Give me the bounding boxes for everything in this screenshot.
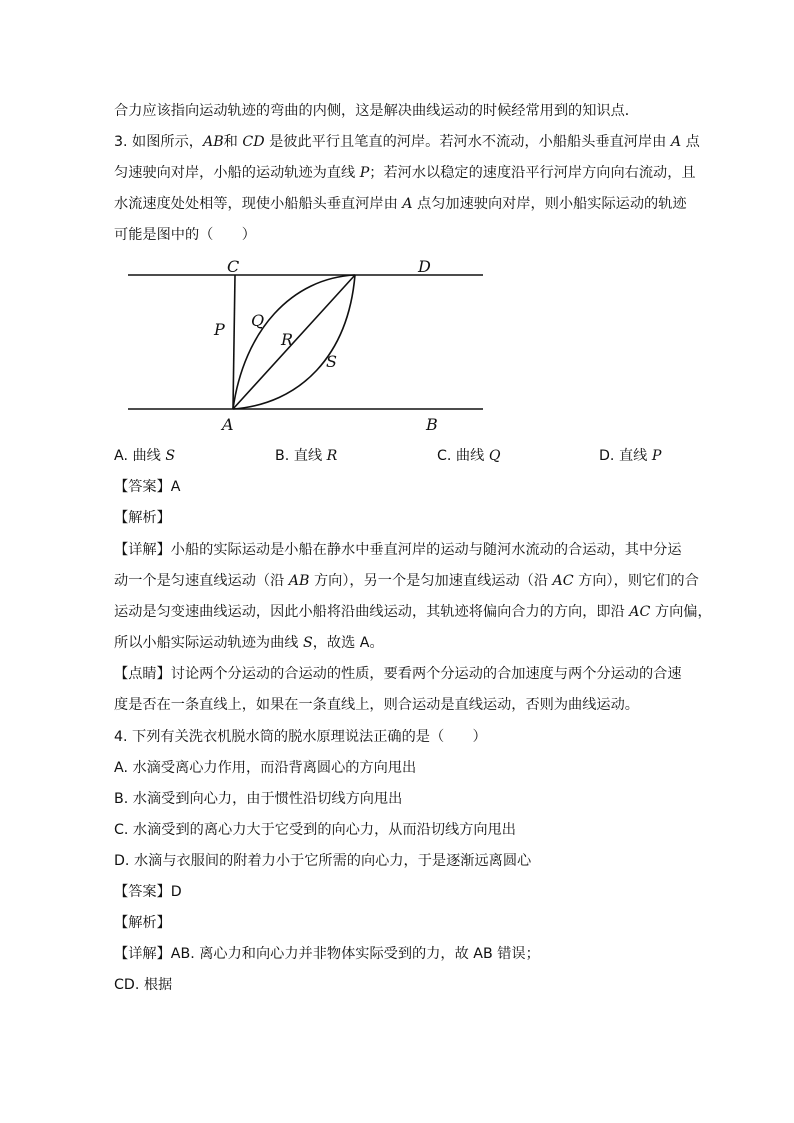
q4-stem: 4. 下列有关洗衣机脱水筒的脱水原理说法正确的是（ ） — [114, 729, 487, 745]
q4-option-c: C. 水滴受到的离心力大于它受到的向心力，从而沿切线方向甩出 — [114, 822, 516, 838]
q3-detail-line-3: 运动是匀变速曲线运动，因此小船将沿曲线运动，其轨迹将偏向合力的方向，即沿 AC 方向偏， — [114, 604, 712, 620]
label-d: D — [418, 257, 431, 276]
label-s: S — [326, 352, 337, 371]
q3-stem-line-3: 水流速度处处相等，现使小船船头垂直河岸由 A 点匀加速驶向对岸，则小船实际运动的轨迹 — [114, 196, 687, 212]
q3-tip-line-2: 度是否在一条直线上，如果在一条直线上，则合运动是直线运动，否则为曲线运动。 — [114, 697, 639, 713]
q4-detail-line-1: 【详解】AB. 离心力和向心力并非物体实际受到的力，故 AB 错误； — [114, 946, 540, 962]
q4-option-d: D. 水滴与衣服间的附着力小于它所需的向心力，于是逐渐远离圆心 — [114, 853, 532, 869]
label-q: Q — [251, 311, 265, 330]
q3-answer: 【答案】A — [114, 479, 181, 495]
q3-stem-line-4: 可能是图中的（ ） — [114, 227, 256, 243]
label-b: B — [426, 415, 438, 434]
label-c: C — [227, 257, 240, 276]
q3-option-c: C. 曲线 Q — [437, 448, 501, 464]
label-p: P — [214, 320, 225, 339]
q3-detail-line-4: 所以小船实际运动轨迹为曲线 S，故选 A。 — [114, 635, 384, 651]
q3-option-a: A. 曲线 S — [114, 448, 176, 464]
label-a: A — [222, 415, 234, 434]
intro-text: 合力应该指向运动轨迹的弯曲的内侧，这是解决曲线运动的时候经常用到的知识点． — [114, 103, 639, 119]
path-p-line — [233, 275, 235, 409]
label-r: R — [281, 330, 294, 349]
q4-answer: 【答案】D — [114, 884, 182, 900]
q3-option-d: D. 直线 P — [599, 448, 662, 464]
q3-tip-line-1: 【点睛】讨论两个分运动的合运动的性质，要看两个分运动的合加速度与两个分运动的合速 — [114, 666, 682, 682]
q4-option-b: B. 水滴受到向心力，由于惯性沿切线方向甩出 — [114, 791, 403, 807]
q3-stem-line-2: 匀速驶向对岸，小船的运动轨迹为直线 P；若河水以稳定的速度沿平行河岸方向向右流动，且 — [114, 165, 696, 181]
q3-stem-line-1: 3. 如图所示，AB和 CD 是彼此平行且笔直的河岸。若河水不流动，小船船头垂直河岸由 A 点 — [114, 134, 700, 150]
q4-analysis-label: 【解析】 — [114, 915, 171, 931]
q3-detail-line-1: 【详解】小船的实际运动是小船在静水中垂直河岸的运动与随河水流动的合运动，其中分运 — [114, 542, 682, 558]
q3-detail-line-2: 动一个是匀速直线运动（沿 AB 方向），另一个是匀加速直线运动（沿 AC 方向），则它们的合 — [114, 573, 699, 589]
q3-option-b: B. 直线 R — [275, 448, 338, 464]
q3-analysis-label: 【解析】 — [114, 510, 171, 526]
q4-option-a: A. 水滴受离心力作用，而沿背离圆心的方向甩出 — [114, 760, 417, 776]
q4-detail-line-2: CD. 根据 — [114, 977, 173, 993]
